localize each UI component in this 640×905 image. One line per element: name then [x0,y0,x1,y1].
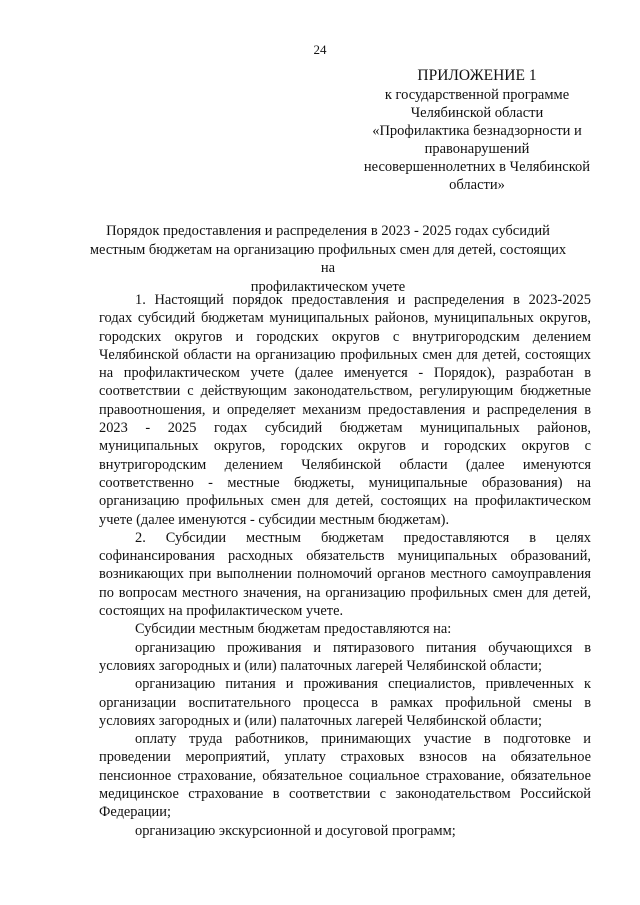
page-number: 24 [313,42,327,57]
list-item-labor: оплату труда работников, принимающих участие в подготовке и проведении мероприятий, уплату страховых взносов на обязательное пенсионное страхование, обязательное социальное страхование, обязательное медицинское страхование в соответствии с законодательством Российской Федерации; [99,731,591,821]
list-item-accommodation: организацию проживания и пятиразового питания обучающихся в условиях загородных и (или) палаточных лагерей Челябинской области; [99,639,591,674]
document-title-line: местным бюджетам на организацию профильных смен для детей, состоящих на [89,241,567,276]
appendix-line: правонарушений [424,141,530,157]
paragraph-subsidies-intro: Субсидии местным бюджетам предоставляются на: [135,621,452,638]
list-item-excursions: организацию экскурсионной и досуговой программ; [135,822,456,839]
appendix-line: «Профилактика безнадзорности и [372,123,582,139]
appendix-line: Челябинской области [410,105,544,121]
document-title-line: профилактическом учете [250,278,406,295]
paragraph-1: 1. Настоящий порядок предоставления и распределения в 2023-2025 годах субсидий бюджетам муниципальных районов, муниципальных округов, городских округов и городских округов с внутригородским делением Челябинской области на организацию профильных смен для детей, состоящих на профилактическом учете (далее именуется - Порядок), разработан в соответствии с действующим законодательством, регулирующим бюджетные правоотношения, и определяет механизм предоставления и распределения в 2023 - 2025 годах субсидий бюджетам муниципальных районов, муниципальных округов, городских округов и городских округов с внутригородским делением Челябинской области (далее именуются соответственно - местные бюджеты, муниципальные образования) на организацию профильных смен для детей, состоящих на профилактическом учете (далее именуются - субсидии местным бюджетам). [99,292,591,528]
appendix-line: несовершеннолетних в Челябинской [363,159,591,175]
appendix-line: области» [449,177,505,193]
appendix-title: ПРИЛОЖЕНИЕ 1 [417,67,537,84]
paragraph-2: 2. Субсидии местным бюджетам предоставляются в целях софинансирования расходных обязательств муниципальных образований, возникающих при выполнении полномочий органов местного самоуправления по вопросам местного значения, на организацию профильных смен для детей, состоящих на профилактическом учете. [99,529,591,620]
appendix-line: к государственной программе [384,87,570,103]
appendix-header [348,66,606,194]
document-title [86,222,570,296]
list-item-specialists: организацию питания и проживания специалистов, привлеченных к организации воспитательного процесса в рамках профильной смены в условиях загородных и (или) палаточных лагерей Челябинской области; [99,676,591,729]
document-title-line: Порядок предоставления и распределения в 2023 - 2025 годах субсидий [106,223,550,239]
document-body [99,291,591,840]
